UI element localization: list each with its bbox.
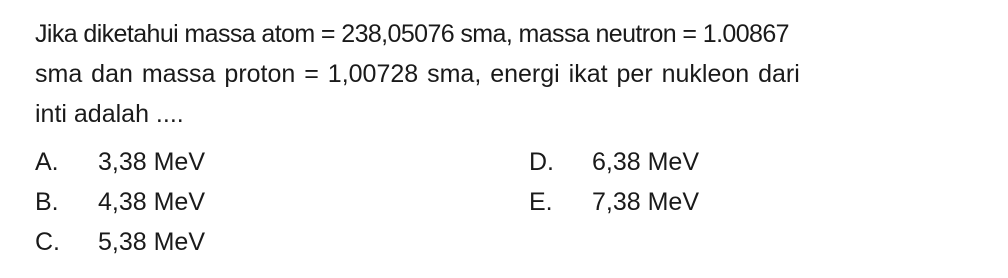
option-a[interactable] — [35, 142, 205, 182]
option-value: 4,38 MeV — [98, 188, 206, 216]
option-e[interactable] — [529, 182, 699, 222]
option-letter: A. — [35, 148, 59, 176]
option-d[interactable] — [529, 142, 699, 182]
option-letter: C. — [35, 228, 60, 256]
question-line-1: Jika diketahui massa atom = 238,05076 sma, massa neutron = 1.00867 — [35, 20, 789, 48]
option-value: 7,38 MeV — [592, 188, 700, 216]
question-line-3: inti adalah .... — [35, 100, 184, 128]
question-line-2: sma dan massa proton = 1,00728 sma, energi ikat per nukleon dari — [35, 60, 800, 88]
option-c[interactable] — [35, 222, 205, 262]
option-value: 5,38 MeV — [98, 228, 206, 256]
option-letter: B. — [35, 188, 59, 216]
option-b[interactable] — [35, 182, 205, 222]
option-value: 6,38 MeV — [592, 148, 700, 176]
answer-options — [35, 142, 975, 266]
question-text — [35, 14, 985, 134]
option-value: 3,38 MeV — [98, 148, 206, 176]
option-letter: E. — [529, 188, 553, 216]
option-letter: D. — [529, 148, 554, 176]
